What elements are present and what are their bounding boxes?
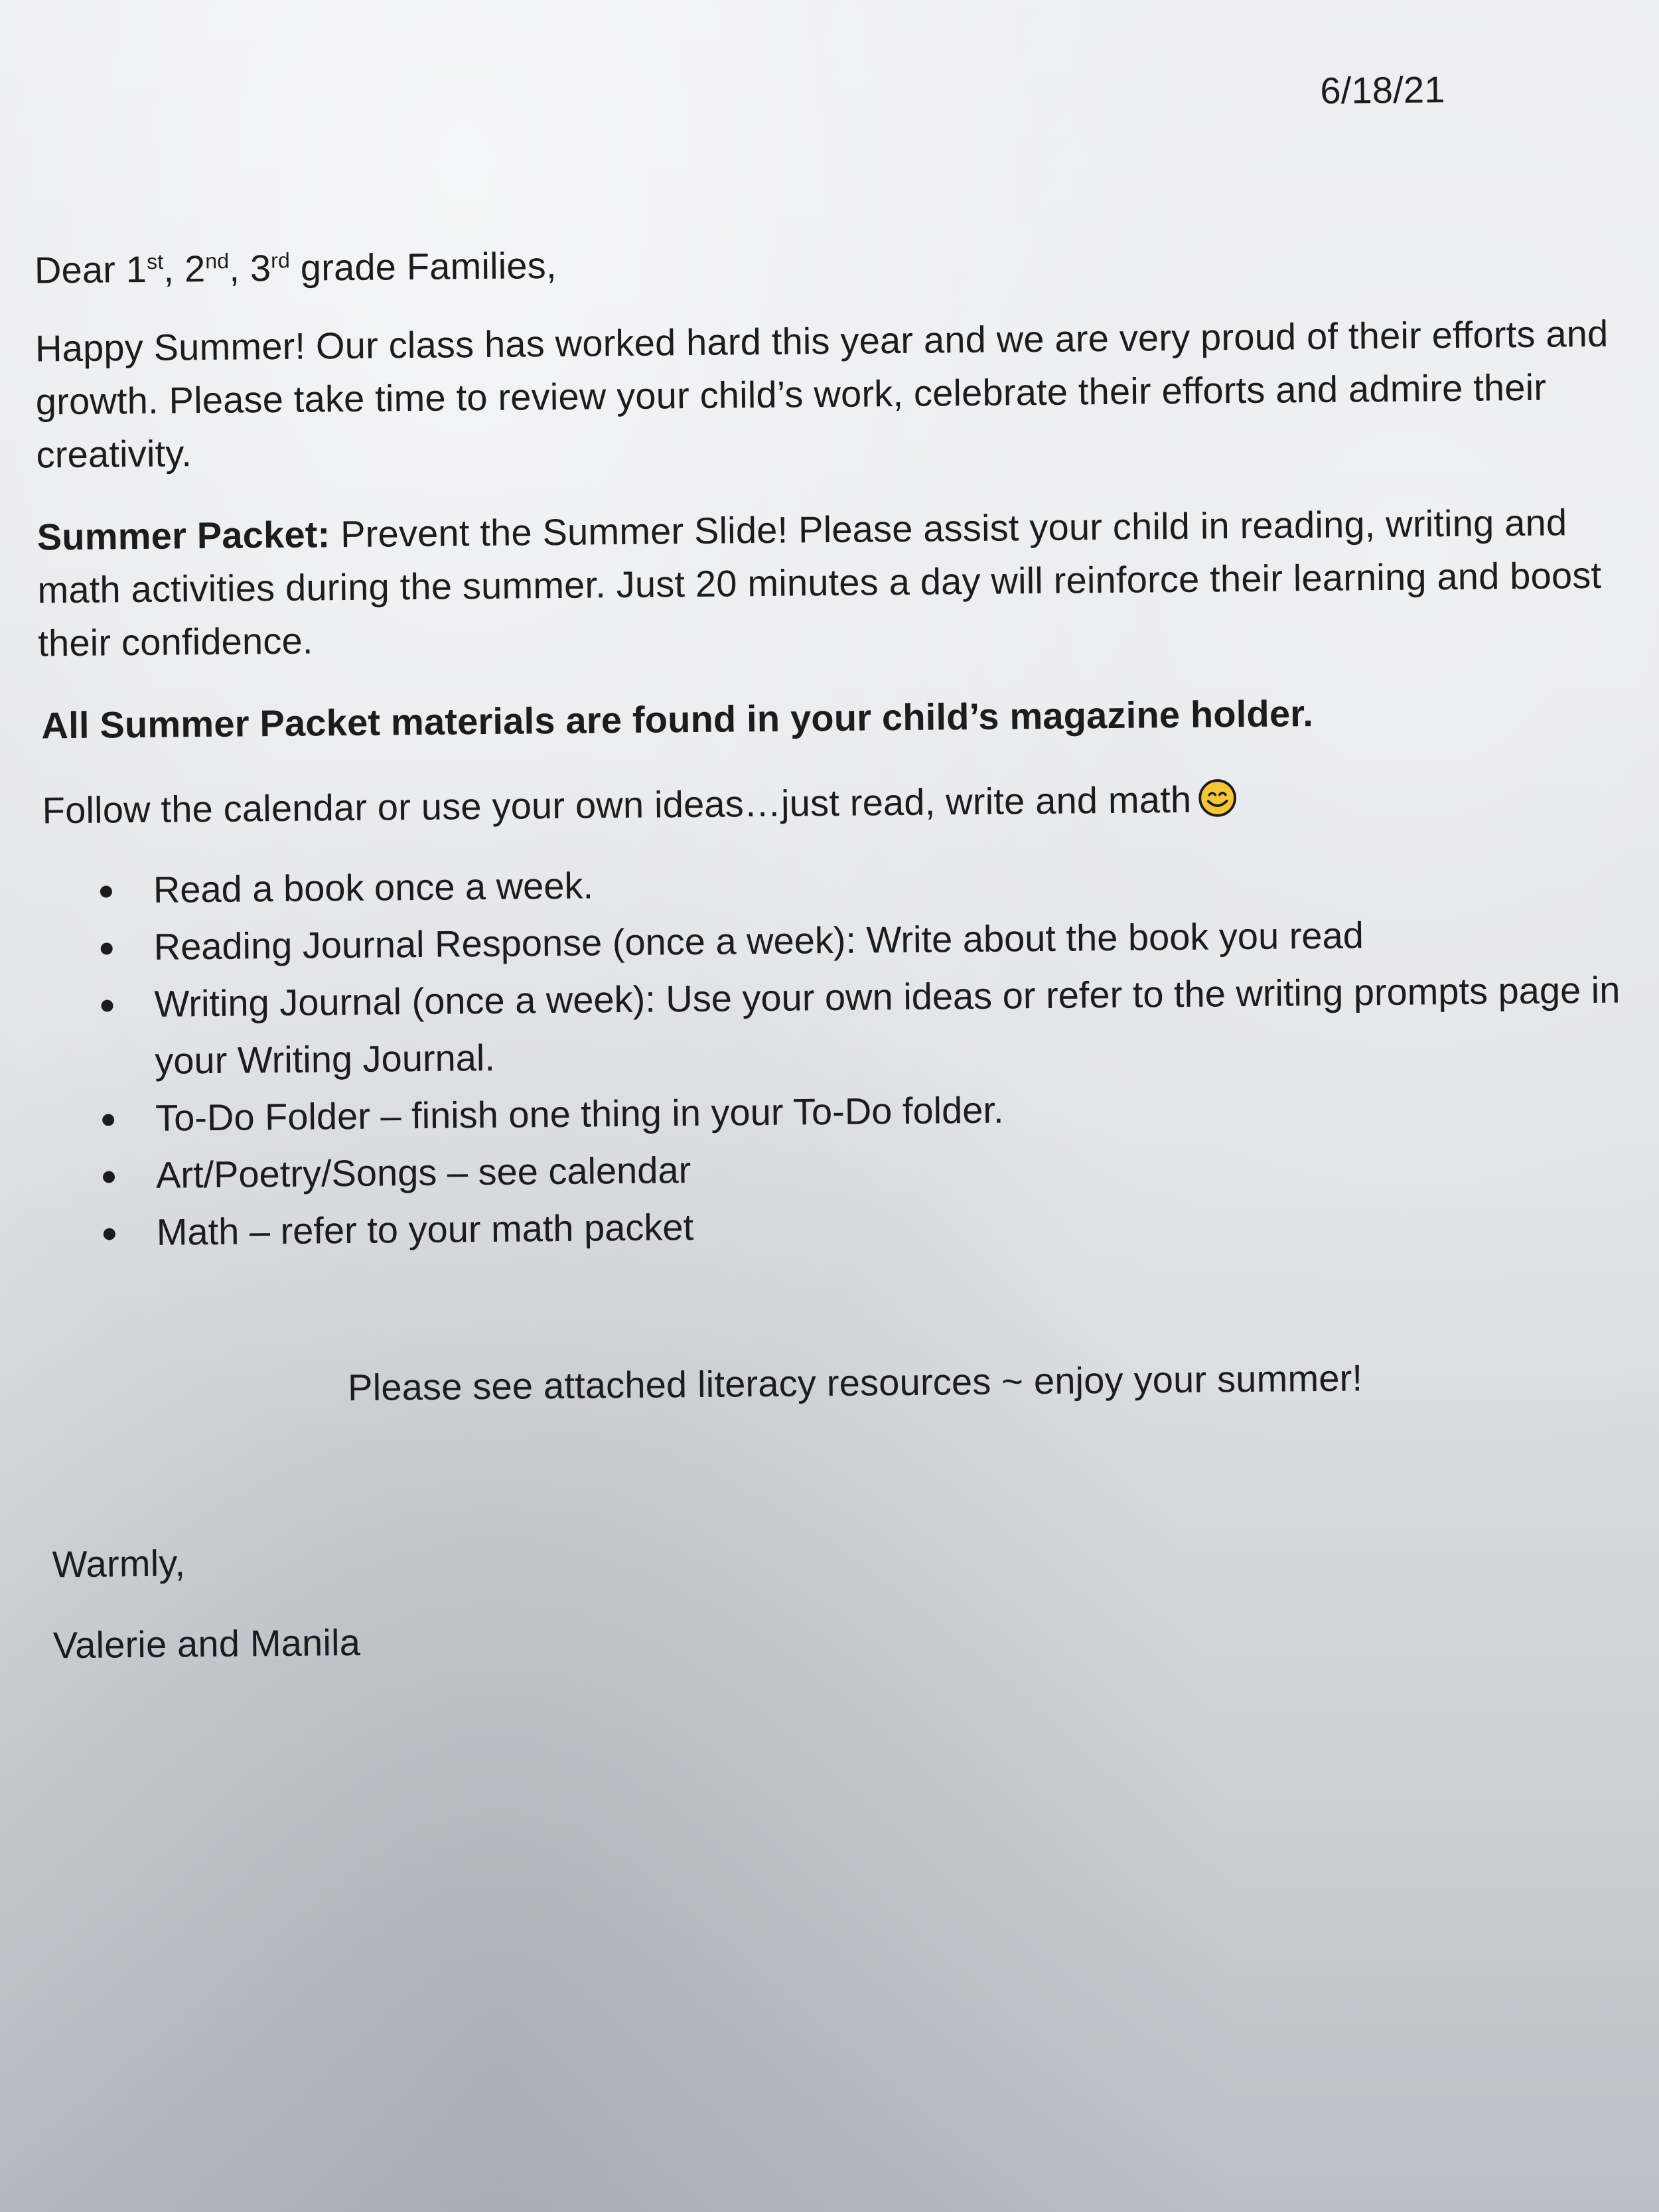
greeting-ordinal-2: nd <box>205 249 230 273</box>
summer-packet-label: Summer Packet: <box>36 513 330 558</box>
activity-text: To-Do Folder – finish one thing in your To-Do folder. <box>155 1088 1004 1139</box>
letter-greeting <box>35 239 557 297</box>
bullet-icon <box>103 1171 115 1183</box>
activity-text: Writing Journal (once a week): Use your own ideas or refer to the writing prompts page in your Writing Journal. <box>154 968 1621 1082</box>
greeting-ordinal-1: st <box>146 249 164 274</box>
signature: Valerie and Manila <box>52 1621 361 1666</box>
greeting-separator-1: , 2 <box>163 248 206 290</box>
greeting-ordinal-3: rd <box>270 248 291 273</box>
bullet-icon <box>101 999 113 1011</box>
bullet-icon <box>102 1114 114 1126</box>
greeting-prefix: Dear 1 <box>34 248 147 291</box>
smiley-face-icon <box>1196 777 1238 819</box>
summer-packet-paragraph <box>36 495 1644 670</box>
bullet-icon <box>100 885 112 897</box>
activity-item <box>96 961 1643 1090</box>
follow-line <box>42 773 1238 837</box>
activity-text: Math – refer to your math packet <box>156 1206 694 1253</box>
activities-list <box>94 847 1644 1261</box>
bullet-icon <box>104 1228 115 1240</box>
activity-text: Reading Journal Response (once a week): Write about the book you read <box>153 914 1364 968</box>
letter-date: 6/18/21 <box>1320 68 1445 111</box>
follow-text: Follow the calendar or use your own ideas…just read, write and math <box>42 778 1192 832</box>
sign-off: Warmly, <box>52 1542 186 1585</box>
materials-note: All Summer Packet materials are found in your child’s magazine holder. <box>41 692 1314 747</box>
activity-text: Read a book once a week. <box>153 864 594 911</box>
activity-text: Art/Poetry/Songs – see calendar <box>155 1149 691 1196</box>
greeting-suffix: grade Families, <box>289 244 557 289</box>
summer-packet-text: Prevent the Summer Slide! Please assist your child in reading, writing and math activities during the summer. Just 20 minutes a day will reinforce their learning and boost their confidence. <box>37 501 1602 664</box>
intro-paragraph: Happy Summer! Our class has worked hard this year and we are very proud of their efforts and growth. Please take time to review your child’s work, celebrate their efforts and admire their creativity. <box>35 312 1609 476</box>
bullet-icon <box>101 942 113 954</box>
closing-line: Please see attached literacy resources ~ enjoy your summer! <box>347 1357 1363 1409</box>
greeting-separator-2: , 3 <box>229 247 271 289</box>
